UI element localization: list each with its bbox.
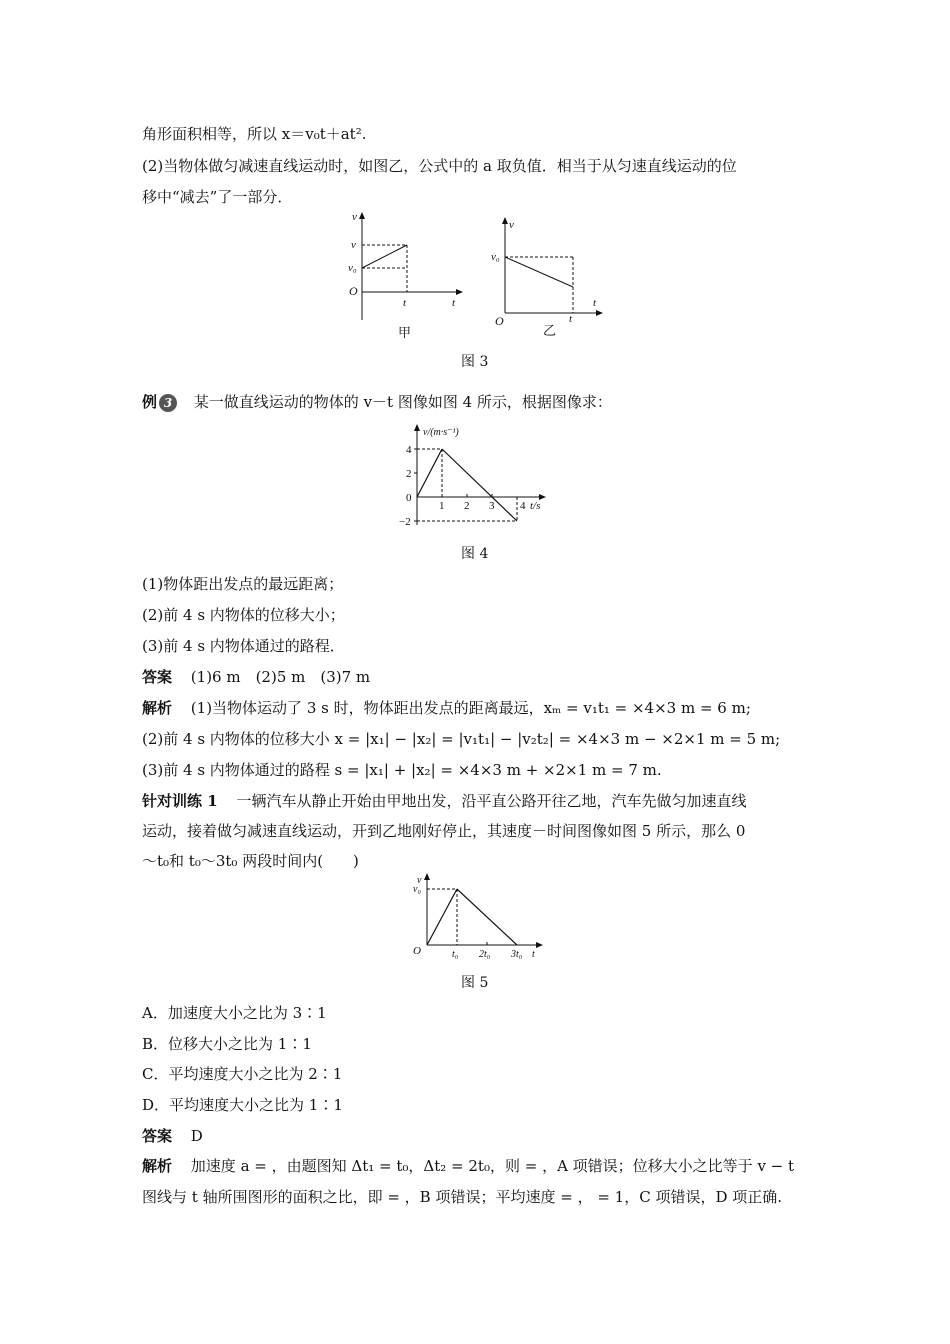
fig4-ytick-0: 0: [406, 492, 412, 504]
figure-3-caption: 图 3: [461, 354, 489, 370]
fig5-origin: O: [413, 945, 421, 957]
question-3: (3)前 4 s 内物体通过的路程．: [142, 637, 345, 655]
solution-line-3: (3)前 4 s 内物体通过的路程 s = |x₁| + |x₂| = ×4×3 m + ×2×1 m = 7 m.: [142, 761, 662, 779]
example-text: 某一做直线运动的物体的 v－t 图像如图 4 所示，根据图像求：: [193, 393, 612, 411]
answer2-label: 答案: [142, 1127, 173, 1145]
training-line-1: [142, 791, 746, 811]
jia-v-tick: v: [351, 239, 356, 251]
yi-label: 乙: [543, 323, 557, 338]
answer-text: (1)6 m (2)5 m (3)7 m: [190, 668, 371, 686]
figure-5-caption: 图 5: [461, 975, 489, 991]
question-1: (1)物体距出发点的最远距离；: [142, 575, 344, 593]
figure-3-jia: [342, 210, 462, 340]
text-line-2: (2)当物体做匀减速直线运动时，如图乙，公式中的 a 取负值．相当于从匀速直线运动的位: [142, 157, 737, 175]
fig5-xtick-3t0: 3t₀: [511, 949, 523, 960]
answer2-text: D: [190, 1127, 203, 1145]
solution2-line-2: 图线与 t 轴所围图形的面积之比，即 = ，B 项错误；平均速度 = ， = 1，C 项错误，D 项正确.: [142, 1188, 783, 1206]
jia-label: 甲: [398, 325, 412, 340]
fig5-v0-tick: v₀: [413, 884, 421, 895]
jia-v0-tick: v₀: [348, 262, 357, 274]
fig4-ylabel: v/(m·s⁻¹): [423, 427, 459, 438]
jia-v-axis: v: [352, 211, 357, 223]
yi-t-axis: t: [593, 297, 597, 309]
example-label: 例: [142, 393, 158, 411]
yi-t-tick: t: [569, 313, 573, 325]
option-a: A．加速度大小之比为 3∶1: [142, 1004, 327, 1022]
fig4-ytick-neg2: −2: [399, 516, 411, 528]
question-2: (2)前 4 s 内物体的位移大小；: [142, 606, 345, 624]
fig4-xtick-1: 1: [439, 500, 445, 512]
solution-text-1: (1)当物体运动了 3 s 时，物体距出发点的距离最远，xₘ = v₁t₁ = ×4×3 m = 6 m;: [190, 699, 751, 717]
fig4-xtick-2: 2: [464, 500, 470, 512]
solution2-label: 解析: [142, 1157, 173, 1175]
figure-4-vt-chart: [395, 425, 565, 535]
fig4-xlabel: t/s: [530, 500, 541, 512]
text-line-1: 角形面积相等，所以 x＝v₀t＋at².: [142, 125, 367, 143]
jia-origin: O: [349, 284, 358, 298]
training-text-1: 一辆汽车从静止开始由甲地出发，沿平直公路开往乙地，汽车先做匀加速直线: [236, 792, 747, 810]
fig5-xtick-2t0: 2t₀: [479, 949, 491, 960]
figure-3-yi: [490, 210, 610, 340]
fig4-ytick-4: 4: [406, 444, 412, 456]
option-d: D．平均速度大小之比为 1∶1: [142, 1096, 343, 1114]
answer-line: [142, 667, 370, 687]
jia-t-tick: t: [403, 297, 407, 309]
figure-5-vt-chart: [412, 873, 552, 963]
option-b: B．位移大小之比为 1∶1: [142, 1035, 312, 1053]
yi-v0-tick: v₀: [491, 251, 500, 263]
yi-origin: O: [495, 314, 504, 328]
training-line-2: 运动，接着做匀减速直线运动，开到乙地刚好停止，其速度－时间图像如图 5 所示，那么 0: [142, 822, 746, 840]
solution2-text-1: 加速度 a = ，由题图知 Δt₁ = t₀，Δt₂ = 2t₀，则 = ，A 项错误；位移大小之比等于 v − t: [190, 1157, 795, 1175]
fig5-xtick-t0: t₀: [452, 949, 459, 960]
text-line-3: 移中“减去”了一部分．: [142, 188, 293, 206]
fig4-ytick-2: 2: [406, 468, 412, 480]
example-number-badge: 3: [159, 394, 177, 412]
solution-label: 解析: [142, 699, 173, 717]
fig5-v-axis: v: [417, 875, 422, 886]
figure-4-caption: 图 4: [461, 546, 489, 562]
jia-t-axis: t: [452, 297, 456, 309]
training-label: 针对训练 1: [142, 792, 218, 810]
fig4-xtick-4: 4: [520, 500, 526, 512]
solution-line-2: (2)前 4 s 内物体的位移大小 x = |x₁| − |x₂| = |v₁t₁| − |v₂t₂| = ×4×3 m − ×2×1 m = 5 m;: [142, 730, 781, 748]
example-3-line: [142, 392, 612, 412]
option-c: C．平均速度大小之比为 2∶1: [142, 1065, 343, 1083]
yi-v-axis: v: [509, 219, 514, 231]
fig4-xtick-3: 3: [489, 500, 495, 512]
solution-line-1: [142, 698, 751, 718]
answer2-line: [142, 1126, 203, 1146]
answer-label: 答案: [142, 668, 173, 686]
training-line-3: ～t₀和 t₀～3t₀ 两段时间内( ): [142, 852, 359, 870]
solution2-line-1: [142, 1156, 794, 1176]
fig5-t-axis: t: [532, 949, 535, 960]
